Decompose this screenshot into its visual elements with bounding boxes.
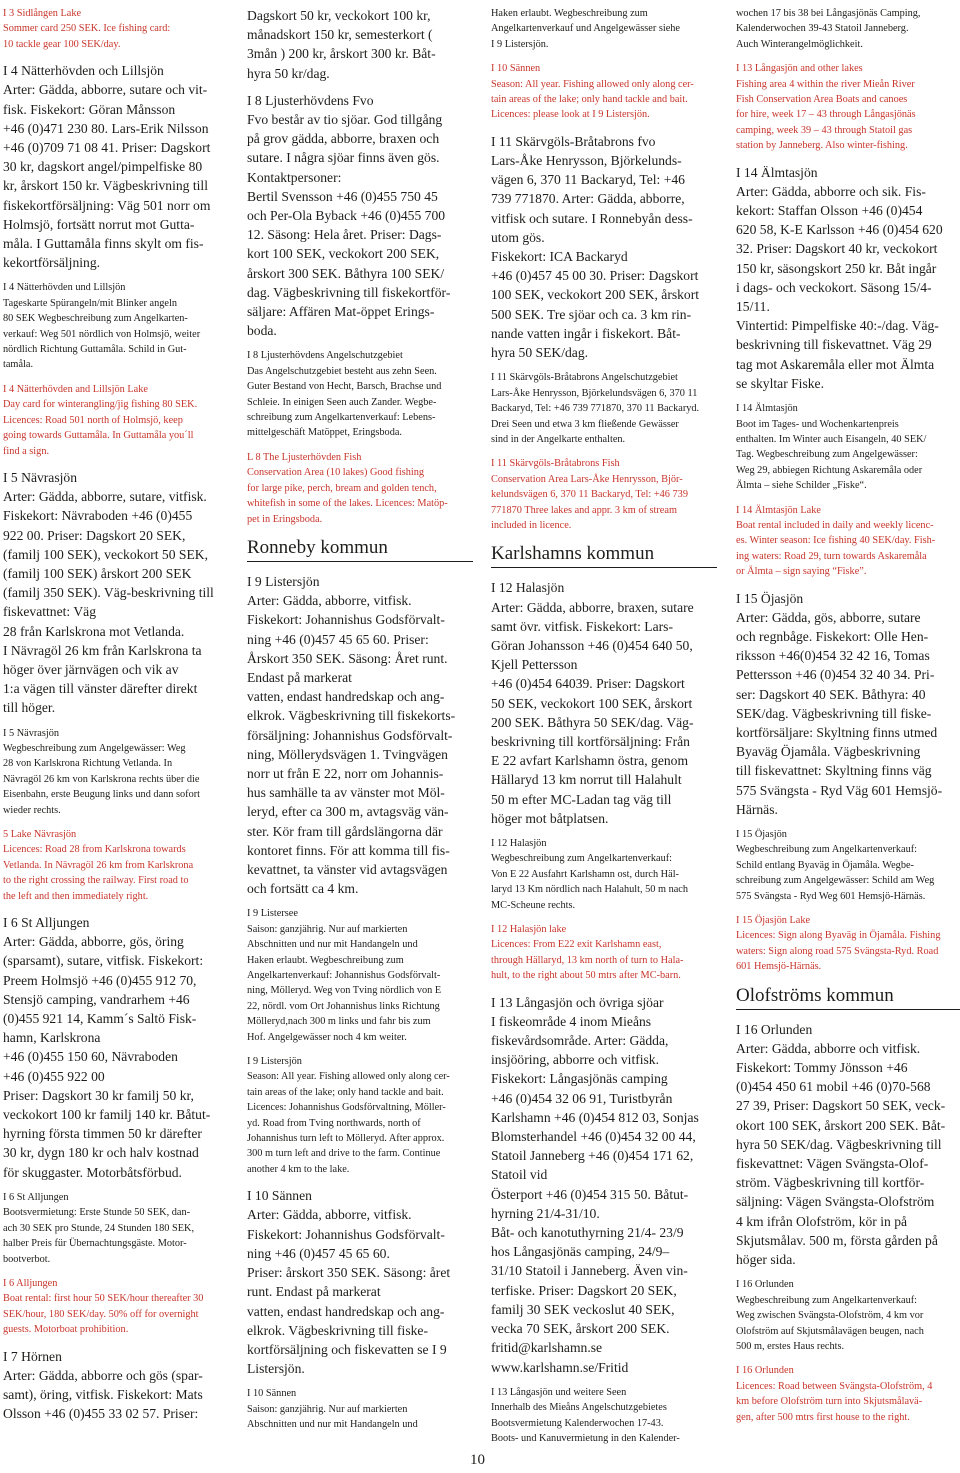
german-paragraph: I 14 Älmtasjön Boot im Tages- und Wochenkartenpreis enthalten. Im Winter auch Eisangeln, 40 SEK/ Tag. Wegbeschreibung zum Angelgewässer: Weg 29, abbiegen Richtung Askaremåla oder Älmta – siehe Schilder „Fiske“.: [736, 403, 927, 492]
english-paragraph: I 10 Sännen Season: All year. Fishing allowed only along cer- tain areas of the lake; only hand tackle and bait. Licences: please look at I 9 Listersjön.: [491, 63, 694, 121]
swedish-paragraph: I 16 Orlunden Arter: Gädda, abborre och vitfisk. Fiskekort: Tommy Jönsson +46 (0)454 450 61 mobil +46 (0)70-568 27 39, Priser: Dagskort 50 SEK, veck- okort 100 SEK, årskort 200 SEK. Båt- hyra 50 SEK/dag. Vägbeskrivning till fiskevattnet: Vägen Svängsta-Olof- ström. Vägbeskrivning till kortför- säljning: Vägen Svängsta-Olofström 4 km ifrån Olofström, kör in på Skjutsmålav. 500 m, första gården på höger sida.: [736, 1021, 946, 1268]
municipality-heading: Karlshamns kommun: [491, 542, 717, 568]
english-paragraph: I 3 Sidlången Lake Sommer card 250 SEK. Ice fishing card: 10 tackle gear 100 SEK/day.: [3, 8, 171, 50]
swedish-paragraph: I 8 Ljusterhövdens Fvo Fvo består av tio sjöar. God tillgång på grov gädda, abborre, braxen och sutare. I några sjöar finns även gös. Kontaktpersoner: Bertil Svensson +46 (0)455 750 45 och Per-Ola Byback +46 (0)455 700 12. Säsong: Hela året. Priser: Dags- kort 100 SEK, veckokort 200 SEK, årskort 300 SEK. Båthyra 100 SEK/ dag. Vägbeskrivning till fiskekortför- säljare: Affären Mat-öppet Erings- boda.: [247, 92, 451, 339]
municipality-heading: Olofströms kommun: [736, 984, 960, 1010]
german-paragraph: I 6 St Alljungen Bootsvermietung: Erste Stunde 50 SEK, dan- ach 30 SEK pro Stunde, 24 Stunden 180 SEK, halber Preis für Übernachtungsgäste. Motor- bootverbot.: [3, 1191, 195, 1265]
swedish-paragraph: I 11 Skärvgöls-Bråtabrons fvo Lars-Åke Henrysson, Björkelunds- vägen 6, 370 11 Backaryd, Tel: +46 739 771870. Arter: Gädda, abborre, vitfisk och sutare. I Ronnebyån dess- utom gös. Fiskekort: ICA Backaryd +46 (0)457 45 00 30. Priser: Dagskort 100 SEK, veckokort 200 SEK, årskort 500 SEK. Tre sjöar och ca. 3 km rin- nande vatten ingår i fiskekort. Båt- hyra 50 SEK/dag.: [491, 133, 700, 361]
german-paragraph: I 16 Orlunden Wegbeschreibung zum Angelkartenverkauf: Weg zwischen Svängsta-Olofström, 4 km vor Olofström auf Skjutsmålavägen beugen, nach 500 m, erstes Haus rechts.: [736, 1279, 924, 1352]
swedish-paragraph: I 6 St Alljungen Arter: Gädda, abborre, gös, öring (sparsamt), sutare, vitfisk. Fiskekort: Preem Holmsjö +46 (0)455 912 70, Stensjö camping, vandrarhem +46 (0)455 921 14, Kamm´s Saltö Fisk- hamn, Karlskrona +46 (0)455 150 60, Nävraboden +46 (0)455 922 00 Priser: Dagskort 30 kr familj 50 kr, veckokort 100 kr familj 140 kr. Båtut- hyrning första timmen 50 kr därefter 30 kr, dygn 180 kr och halv kostnad för skuggaster. Motorbåtsförbud.: [3, 915, 211, 1180]
english-paragraph: I 14 Älmtasjön Lake Boat rental included in daily and weekly licenc- es. Winter season: Ice fishing 40 SEK/day. Fish- ing waters: Road 29, turn towards Askaremåla or Älmta – sign saying “Fiske”.: [736, 504, 936, 578]
column-4: [736, 6, 960, 1434]
english-paragraph: 5 Lake Nävrasjön Licences: Road 28 from Karlskrona towards Vetlanda. In Nävragöl 26 km from Karlskrona to the right crossing the railway. First road to the left and then immediately right.: [3, 829, 194, 902]
german-paragraph: Haken erlaubt. Wegbeschreibung zum Angelkartenverkauf und Angelgewässer siehe I 9 Listersjön.: [491, 8, 680, 50]
column-2: [247, 6, 473, 1442]
swedish-paragraph: I 7 Hörnen Arter: Gädda, abborre och gös (spar- samt), öring, vitfisk. Fiskekort: Mats Olsson +46 (0)455 33 02 57. Priser:: [3, 1348, 203, 1422]
german-paragraph: wochen 17 bis 38 bei Långasjönäs Camping, Kalenderwochen 39-43 Statoil Janneberg. Auch Winterangelmöglichkeit.: [736, 8, 921, 50]
english-paragraph: L 8 The Ljusterhövden Fish Conservation Area (10 lakes) Good fishing for large pike, perch, bream and golden tench, whitefish in some of the lakes. Licences: Matöp- pet in Eringsboda.: [247, 451, 448, 525]
swedish-paragraph: I 4 Nätterhövden och Lillsjön Arter: Gädda, abborre, sutare och vit- fisk. Fiskekort: Göran Månsson +46 (0)471 230 80. Lars-Erik Nilsson +46 (0)709 71 08 41. Priser: Dagskort 30 kr, dagskort angel/pimpelfiske 80 kr, årskort 150 kr. Vägbeskrivning till fiskekortförsäljning: Väg 501 norr om Holmsjö, fortsätt norrut mot Gutta- måla. I Guttamåla finns skylt om fis- kekortförsäljning.: [3, 63, 211, 271]
english-paragraph: I 4 Nätterhövden and Lillsjön Lake Day card for winterangling/jig fishing 80 SEK. Licences: Road 501 north of Holmsjö, keep going towards Guttamåla. In Guttamåla you´ll find a sign.: [3, 383, 198, 457]
german-paragraph: I 8 Ljusterhövdens Angelschutzgebiet Das Angelschutzgebiet besteht aus zehn Seen. Guter Bestand von Hecht, Barsch, Brachse und Schleie. In einigen Seen auch Zander. Wegbe- schreibung zum Angelkartenverkauf: Lebens- mittelgeschäft Matöppet, Eringsboda.: [247, 350, 442, 439]
german-paragraph: I 9 Listersee Saison: ganzjährig. Nur auf markierten Abschnitten und nur mit Handangeln und Haken erlaubt. Wegbeschreibung zum Angelkartenverkauf: Johannishus Godsförvalt- ning, Mölleryd. Weg von Tving nördlich von E 22, nördl. vom Ort Johannishus links Richtung Mölleryd,nach 300 m links und fahr bis zum Hof. Angelgewässer noch 4 km weiter.: [247, 908, 442, 1043]
german-paragraph: I 10 Sännen Saison: ganzjährig. Nur auf markierten Abschnitten und nur mit Handangeln und: [247, 1388, 418, 1431]
swedish-paragraph: I 12 Halasjön Arter: Gädda, abborre, braxen, sutare samt övr. vitfisk. Fiskekort: Lars- Göran Johansson +46 (0)454 640 50, Kjell Pettersson +46 (0)454 64039. Priser: Dagskort 50 SEK, veckokort 100 SEK, årskort 200 SEK. Båthyra 50 SEK/dag. Väg- beskrivning till kortförsäljning: Från E 22 avfart Karlshamn östra, genom Hällaryd 13 km norrut till Halahult 50 m efter MC-Ladan tag väg till höger mot båtplatsen.: [491, 580, 694, 826]
swedish-paragraph: Dagskort 50 kr, veckokort 100 kr, månadskort 150 kr, semesterkort ( 3mån ) 200 kr, årskort 300 kr. Båt- hyra 50 kr/dag.: [247, 8, 436, 81]
english-paragraph: I 6 Alljungen Boat rental: first hour 50 SEK/hour thereafter 30 SEK/hour, 180 SEK/day. 50% off for overnight guests. Motorboat prohibition.: [3, 1277, 204, 1336]
german-paragraph: I 4 Nätterhövden und Lillsjön Tageskarte Spürangeln/mit Blinker angeln 80 SEK Wegbeschreibung zum Angelkarten- verkauf: Weg 501 nördlich von Holmsjö, weiter nördlich Richtung Guttamåla. Schild in Gut- tamåla.: [3, 282, 201, 371]
column-3: [491, 6, 717, 1455]
english-paragraph: I 12 Halasjön lake Licences: From E22 exit Karlshamn east, through Hällaryd, 13 km north of turn to Hala- hult, to the right about 50 mtrs after MC-barn.: [491, 924, 684, 982]
swedish-paragraph: I 13 Långasjön och övriga sjöar I fiskeområde 4 inom Mieåns fiskevårdsområde. Arter: Gädda, insjööring, abborre och vitfisk. Fiskekort: Långasjönäs camping +46 (0)454 32 06 91, Turistbyrån Karlshamn +46 (0)454 812 03, Sonjas Blomsterhandel +46 (0)454 32 00 44, Statoil Janneberg +46 (0)454 171 62, Statoil vid Österport +46 (0)454 315 50. Båtut- hyrning 21/4-31/10. Båt- och kanotuthyrning 21/4- 23/9 hos Långasjönäs camping, 24/9– 31/10 Statoil i Janneberg. Även vin- terfiske. Priser: Dagskort 20 SEK, familj 30 SEK veckoslut 40 SEK, vecka 70 SEK, årskort 200 SEK. fritid@karlshamn.se www.karlshamn.se/Fritid: [491, 994, 699, 1375]
page-number: 10: [470, 1452, 485, 1468]
german-paragraph: I 9 Listersjön Season: All year. Fishing allowed only along cer- tain areas of the lake; only hand tackle and bait. Licences: Johannishus Godsförvaltning, Möller- yd. Road from Tving northwards, north of Johannishus turn left to Mölleryd. After approx. 300 m turn left and drive to the farm. Continue another 4 km to the lake.: [247, 1056, 450, 1175]
english-paragraph: I 11 Skärvgöls-Bråtabrons Fish Conservation Area Lars-Åke Henrysson, Björ- kelundsvägen 6, 370 11 Backaryd, Tel: +46 739 771870 Three lakes and appr. 3 km of stream included in licence.: [491, 458, 688, 531]
municipality-heading: Ronneby kommun: [247, 536, 473, 562]
swedish-paragraph: I 5 Nävrasjön Arter: Gädda, abborre, sutare, vitfisk. Fiskekort: Nävraboden +46 (0)455 922 00. Priser: Dagskort 20 SEK, (familj 100 SEK), veckokort 50 SEK, (familj 100 SEK) årskort 200 SEK (familj 350 SEK). Väg-beskrivning till fiskevattnet: Väg 28 från Karlskrona mot Vetlanda. I Nävragöl 26 km från Karlskrona ta höger över järnvägen och vik av 1:a vägen till vänster därefter direkt till höger.: [3, 469, 214, 716]
english-paragraph: I 16 Orlunden Licences: Road between Svängsta-Olofström, 4 km before Olofström turn into Skjutsmålavä- gen, after 500 mtrs first house to the right.: [736, 1365, 933, 1423]
english-paragraph: I 15 Öjasjön Lake Licences: Sign along Byaväg in Öjamåla. Fishing waters: Sign along road 575 Svängsta-Ryd. Road 601 Hemsjö-Härnäs.: [736, 915, 941, 973]
german-paragraph: I 11 Skärvgöls-Bråtabrons Angelschutzgebiet Lars-Åke Henrysson, Björkelundsvägen 6, 370 11 Backaryd, Tel: +46 739 771870, 370 11 Backaryd. Drei Seen und etwa 3 km fließende Gewässer sind in der Angelkarte enthalten.: [491, 372, 700, 445]
swedish-paragraph: I 10 Sännen Arter: Gädda, abborre, vitfisk. Fiskekort: Johannishus Godsförvalt- ning +46 (0)457 45 65 60. Priser: årskort 350 SEK. Säsong: året runt. Endast på markerat vatten, endast handredskap och ang- elkrok. Vägbeskrivning till fiske- kortförsäljning och fiskevatten se I 9 Listersjön.: [247, 1188, 451, 1377]
german-paragraph: I 15 Öjasjön Wegbeschreibung zum Angelkartenverkauf: Schild entlang Byaväg in Öjamåla. Wegbe- schreibung zum Angelgewässer: Schild am Weg 575 Svängsta - Ryd Weg 601 Hemsjö-Härnäs.: [736, 829, 935, 902]
english-paragraph: I 13 Långasjön and other lakes Fishing area 4 within the river Mieån River Fish Conservation Area Boats and canoes for hire, week 17 – 43 through Långasjönäs camping, week 39 – 43 through Statoil gas station by Janneberg. Also winter-fishing.: [736, 63, 916, 152]
column-1: [3, 6, 229, 1431]
german-paragraph: I 12 Halasjön Wegbeschreibung zum Angelkartenverkauf: Von E 22 Ausfahrt Karlshamn ost, durch Häl- laryd 13 Km nördlich nach Halahult, 50 m nach MC-Scheune rechts.: [491, 837, 689, 911]
german-paragraph: I 5 Nävrasjön Wegbeschreibung zum Angelgewässer: Weg 28 von Karlskrona Richtung Vetlanda. In Nävragöl 26 km von Karlskrona rechts über die Eisenbahn, erste Beugung links und dann sofort wieder rechts.: [3, 727, 201, 816]
swedish-paragraph: I 14 Älmtasjön Arter: Gädda, abborre och sik. Fis- kekort: Staffan Olsson +46 (0)454 620 58, K-E Karlsson +46 (0)454 620 32. Priser: Dagskort 40 kr, veckokort 150 kr, säsongskort 250 kr. Båt ingår i dags- och veckokort. Säsong 15/4- 15/11. Vintertid: Pimpelfiske 40:-/dag. Väg- beskrivning till fiskevattnet. Väg 29 tag mot Askaremåla eller mot Älmta se skyltar Fiske.: [736, 164, 943, 391]
german-paragraph: I 13 Långasjön und weitere Seen Innerhalb des Mieåns Angelschutzgebietes Bootsvermietung Kalenderwochen 17-43. Boots- und Kanuvermietung in den Kalender-: [491, 1386, 680, 1444]
swedish-paragraph: I 9 Listersjön Arter: Gädda, abborre, vitfisk. Fiskekort: Johannishus Godsförvalt- ning +46 (0)457 45 65 60. Priser: Årskort 350 SEK. Säsong: Året runt. Endast på markerat vatten, endast handredskap och ang- elkrok. Vägbeskrivning till fiskekorts- försäljning: Johannishus Godsförvalt- ning, Möllerydsvägen 1. Tvingvägen norr ut från E 22, norr om Johannis- hus samhälle ta av vänster mot Möl- leryd, efter ca 300 m, avtagsväg vän- ster. Kör fram till gårdslängorna där kontoret finns. För att komma till fis- kevattnet, ta vänster vid avtagsvägen och fortsätt ca 4 km.: [247, 573, 456, 897]
swedish-paragraph: I 15 Öjasjön Arter: Gädda, gös, abborre, sutare och regnbåge. Fiskekort: Olle Hen- riksson +46(0)454 32 42 16, Tomas Pettersson +46 (0)454 32 40 34. Pri- ser: Dagskort 40 SEK. Båthyra: 40 SEK/dag. Vägbeskrivning till fiske- kortförsäljare: Skyltning finns utmed Byaväg Öjamåla. Vägbeskrivning till fiskevattnet: Skyltning finns väg 575 Svängsta - Ryd Väg 601 Hemsjö- Härnäs.: [736, 590, 943, 817]
